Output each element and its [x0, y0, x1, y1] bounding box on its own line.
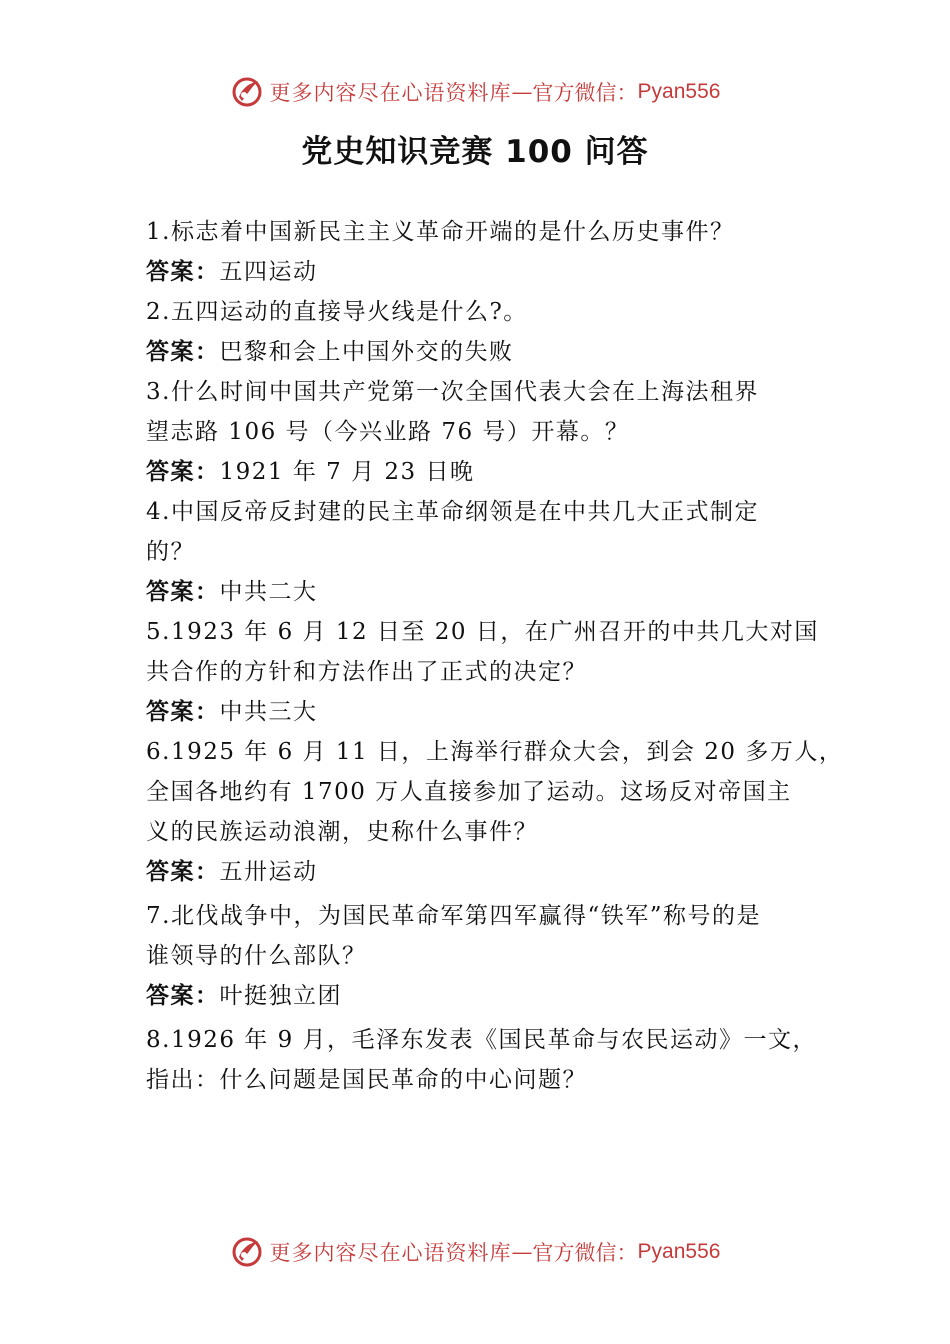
- answer-label: 答案：: [146, 259, 220, 285]
- question-8-line-1: 8.1926 年 9 月，毛泽东发表《国民革命与农民运动》一文，: [146, 1027, 818, 1053]
- question-7-line-2: 谁领导的什么部队？: [146, 943, 367, 969]
- page-title: 党史知识竞赛 100 问答: [301, 134, 649, 170]
- answer-7: [146, 976, 836, 1016]
- footer-wechat-account: Pyan556: [637, 1240, 721, 1263]
- header-dash: —: [511, 80, 533, 104]
- question-6-line-3: 义的民族运动浪潮，史称什么事件？: [146, 819, 538, 845]
- header-banner: [0, 70, 950, 114]
- answer-label: 答案：: [146, 339, 220, 365]
- answer-label: 答案：: [146, 983, 220, 1009]
- answer-3-text: 1921 年 7 月 23 日晚: [219, 459, 475, 485]
- qa-item-4: [146, 492, 836, 612]
- question-7-line-1: 7.北伐战争中，为国民革命军第四军赢得“铁军”称号的是: [146, 903, 761, 929]
- question-4-line-2: 的？: [146, 539, 195, 565]
- answer-label: 答案：: [146, 459, 220, 485]
- answer-4: [146, 572, 836, 612]
- question-2-line-1: 2.五四运动的直接导火线是什么?。: [146, 299, 528, 325]
- brand-logo-icon: [230, 1235, 264, 1269]
- answer-6: [146, 852, 836, 892]
- footer-wechat-label: 官方微信：: [532, 1241, 638, 1265]
- answer-4-text: 中共二大: [219, 579, 318, 605]
- question-4-line-1: 4.中国反帝反封建的民主革命纲领是在中共几大正式制定: [146, 499, 759, 525]
- answer-1: [146, 252, 836, 292]
- answer-6-text: 五卅运动: [219, 859, 318, 885]
- question-8-line-2: 指出：什么问题是国民革命的中心问题？: [146, 1067, 587, 1093]
- answer-label: 答案：: [146, 859, 220, 885]
- qa-item-6: [146, 732, 844, 892]
- question-5-line-1: 5.1923 年 6 月 12 日至 20 日，在广州召开的中共几大对国: [146, 619, 819, 645]
- answer-5: [146, 692, 836, 732]
- header-wechat-account: Pyan556: [637, 80, 721, 103]
- qa-item-5: [146, 612, 836, 732]
- qa-item-3: [146, 372, 836, 492]
- answer-label: 答案：: [146, 579, 220, 605]
- brand-logo-icon: [230, 75, 264, 109]
- qa-item-2: [146, 292, 836, 372]
- question-6-line-2: 全国各地约有 1700 万人直接参加了运动。这场反对帝国主: [146, 779, 792, 805]
- qa-item-1: [146, 212, 836, 292]
- answer-1-text: 五四运动: [219, 259, 318, 285]
- question-1-line-1: 1.标志着中国新民主主义革命开端的是什么历史事件？: [146, 219, 735, 245]
- question-6-line-1: 6.1925 年 6 月 11 日，上海举行群众大会，到会 20 多万人，: [146, 739, 844, 765]
- answer-label: 答案：: [146, 699, 220, 725]
- qa-item-8: [146, 1020, 836, 1100]
- question-3-line-1: 3.什么时间中国共产党第一次全国代表大会在上海法租界: [146, 379, 759, 405]
- header-brand-text: 更多内容尽在心语资料库: [269, 81, 512, 105]
- footer-dash: —: [511, 1240, 533, 1264]
- question-3-line-2: 望志路 106 号（今兴业路 76 号）开幕。？: [146, 419, 630, 445]
- qa-item-7: [146, 896, 836, 1016]
- answer-5-text: 中共三大: [219, 699, 318, 725]
- question-5-line-2: 共合作的方针和方法作出了正式的决定？: [146, 659, 587, 685]
- footer-brand-text: 更多内容尽在心语资料库: [269, 1241, 512, 1265]
- qa-list: [146, 212, 844, 1100]
- answer-2: [146, 332, 836, 372]
- answer-3: [146, 452, 836, 492]
- answer-2-text: 巴黎和会上中国外交的失败: [219, 339, 514, 365]
- header-wechat-label: 官方微信：: [532, 81, 638, 105]
- footer-banner: [0, 1230, 950, 1274]
- answer-7-text: 叶挺独立团: [219, 983, 342, 1009]
